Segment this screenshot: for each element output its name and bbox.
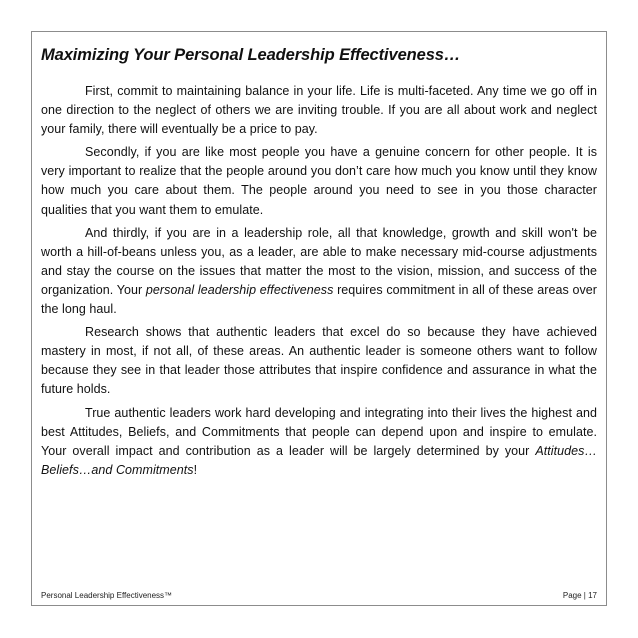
paragraph-text: ! (193, 462, 198, 477)
paragraph-concern: Secondly, if you are like most people you have a genuine concern for other people. It is very important to realize that the people around you don’t care how much you know until they know how much you care about them. The people around you need to see in you those character qualities that you want them to emulate. (41, 145, 597, 217)
page-number-value: 17 (588, 590, 597, 600)
emphasis-text: personal leadership effectiveness (145, 282, 334, 297)
page-label: Page (562, 590, 582, 600)
emphasis-text: Attitudes…Beliefs…and Commitments (41, 443, 597, 477)
document-title: Maximizing Your Personal Leadership Effectiveness… (41, 46, 461, 64)
page-separator: | (581, 590, 589, 600)
paragraph-authentic-leaders (41, 404, 597, 480)
paragraph-research: Research shows that authentic leaders that excel do so because they have achieved mastery in most, if not all, of these areas. An authentic leader is someone others want to follow because they see in that leader those attributes that inspire confidence and assurance in what the future holds. (41, 325, 597, 397)
paragraph-text: And thirdly, if you are in a leadership role, all that knowledge, growth and skill won't be worth a hill-of-beans unless you, as a leader, are able to make necessary mid-course adjustments and stay the course on the issues that matter the most to the vision, mission, and success of the organization. Your (41, 225, 597, 297)
paragraph-adjustments (41, 224, 597, 319)
footer-page-number (563, 591, 597, 600)
paragraph-balance: First, commit to maintaining balance in your life. Life is multi-faceted. Any time we go off in one direction to the neglect of others we are inviting trouble. If you are all about work and neglect your family, there will eventually be a price to pay. (41, 84, 597, 137)
paragraph-text: requires commitment in all of these areas over the long haul. (41, 282, 597, 317)
document-body (41, 82, 597, 484)
paragraph-text: True authentic leaders work hard developing and integrating into their lives the highest and best Attitudes, Beliefs, and Commitments that people can depend upon and inspire to emulate. Your overall impact and contribution as a leader will be largely determined by your (41, 405, 597, 458)
footer-document-name: Personal Leadership Effectiveness™ (41, 590, 173, 600)
page-footer (41, 588, 597, 602)
